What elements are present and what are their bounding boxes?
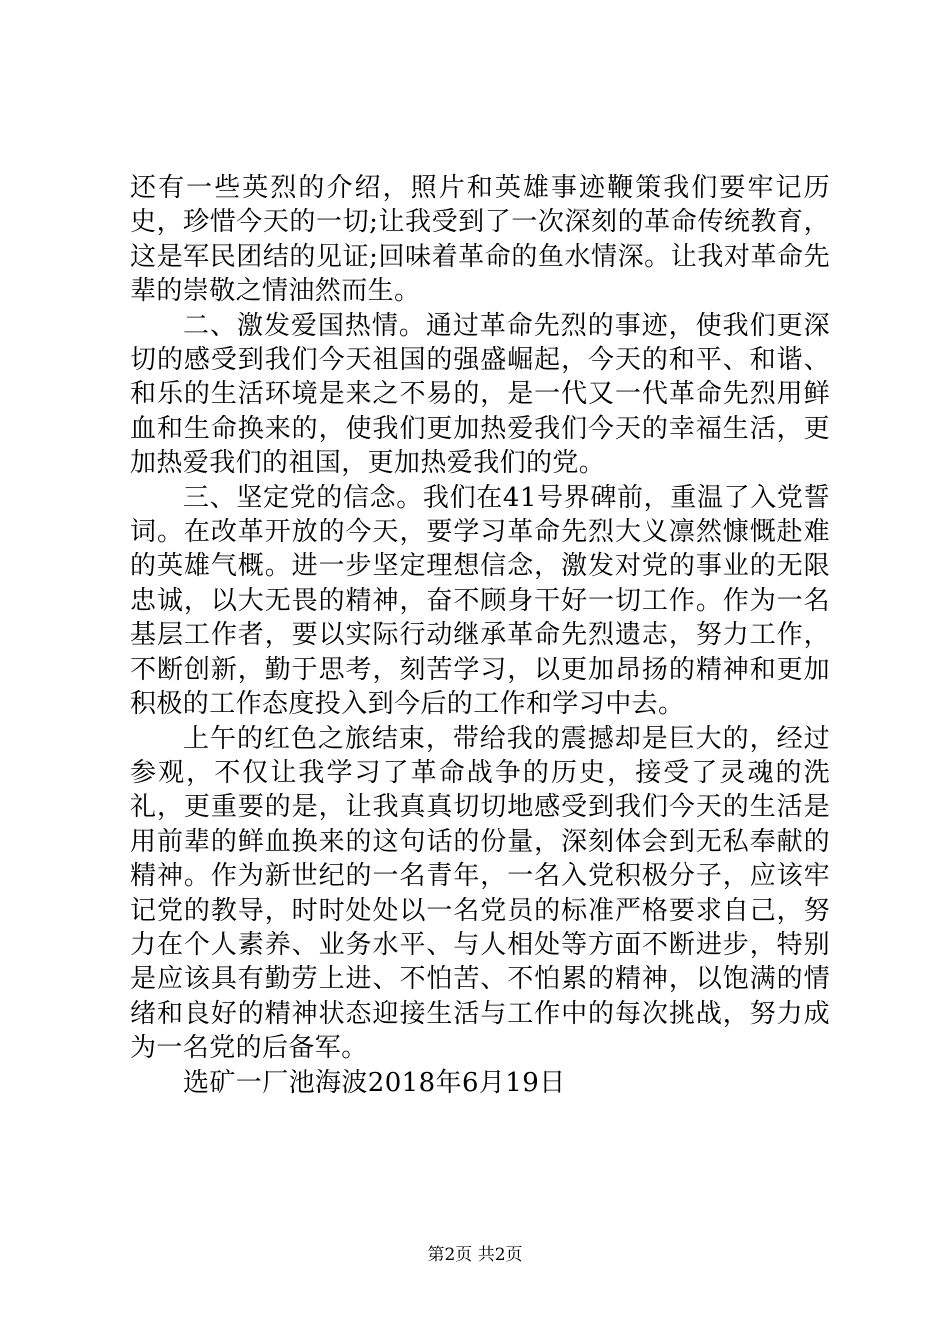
signature-line: 选矿一厂池海波2018年6月19日 bbox=[183, 1067, 566, 1098]
paragraph-party-belief: 三、坚定党的信念。我们在41号界碑前，重温了入党誓词。在改革开放的今天，要学习革命先烈大义凛然慷慨赴难的英雄气概。进一步坚定理想信念，激发对党的事业的无限忠诚，以大无畏的精神，奋不顾身干好一切工作。作为一名基层工作者，要以实际行动继承革命先烈遗志，努力工作，不断创新，勤于思考，刻苦学习，以更加昂扬的精神和更加积极的工作态度投入到今后的工作和学习中去。 bbox=[130, 482, 830, 720]
paragraph-red-tour-reflection: 上午的红色之旅结束，带给我的震撼却是巨大的，经过参观，不仅让我学习了革命战争的历史，接受了灵魂的洗礼，更重要的是，让我真真切切地感受到我们今天的生活是用前辈的鲜血换来的这句话的份量，深刻体会到无私奉献的精神。作为新世纪的一名青年，一名入党积极分子，应该牢记党的教导，时时处处以一名党员的标准严格要求自己，努力在个人素养、业务水平、与人相处等方面不断进步，特别是应该具有勤劳上进、不怕苦、不怕累的精神，以饱满的情绪和良好的精神状态迎接生活与工作中的每次挑战，努力成为一名党的后备军。 bbox=[130, 723, 830, 1064]
paragraph-heroes-intro: 还有一些英烈的介绍，照片和英雄事迹鞭策我们要牢记历史，珍惜今天的一切;让我受到了一次深刻的革命传统教育，这是军民团结的见证;回味着革命的鱼水情深。让我对革命先辈的崇敬之情油然而生。 bbox=[130, 173, 830, 307]
paragraph-patriotism: 二、激发爱国热情。通过革命先烈的事迹，使我们更深切的感受到我们今天祖国的强盛崛起，今天的和平、和谐、和乐的生活环境是来之不易的，是一代又一代革命先烈用鲜血和生命换来的，使我们更加热爱我们今天的幸福生活，更加热爱我们的祖国，更加热爱我们的党。 bbox=[130, 310, 830, 479]
page-footer: 第2页 共2页 bbox=[427, 1245, 523, 1265]
document-body bbox=[130, 171, 830, 1100]
